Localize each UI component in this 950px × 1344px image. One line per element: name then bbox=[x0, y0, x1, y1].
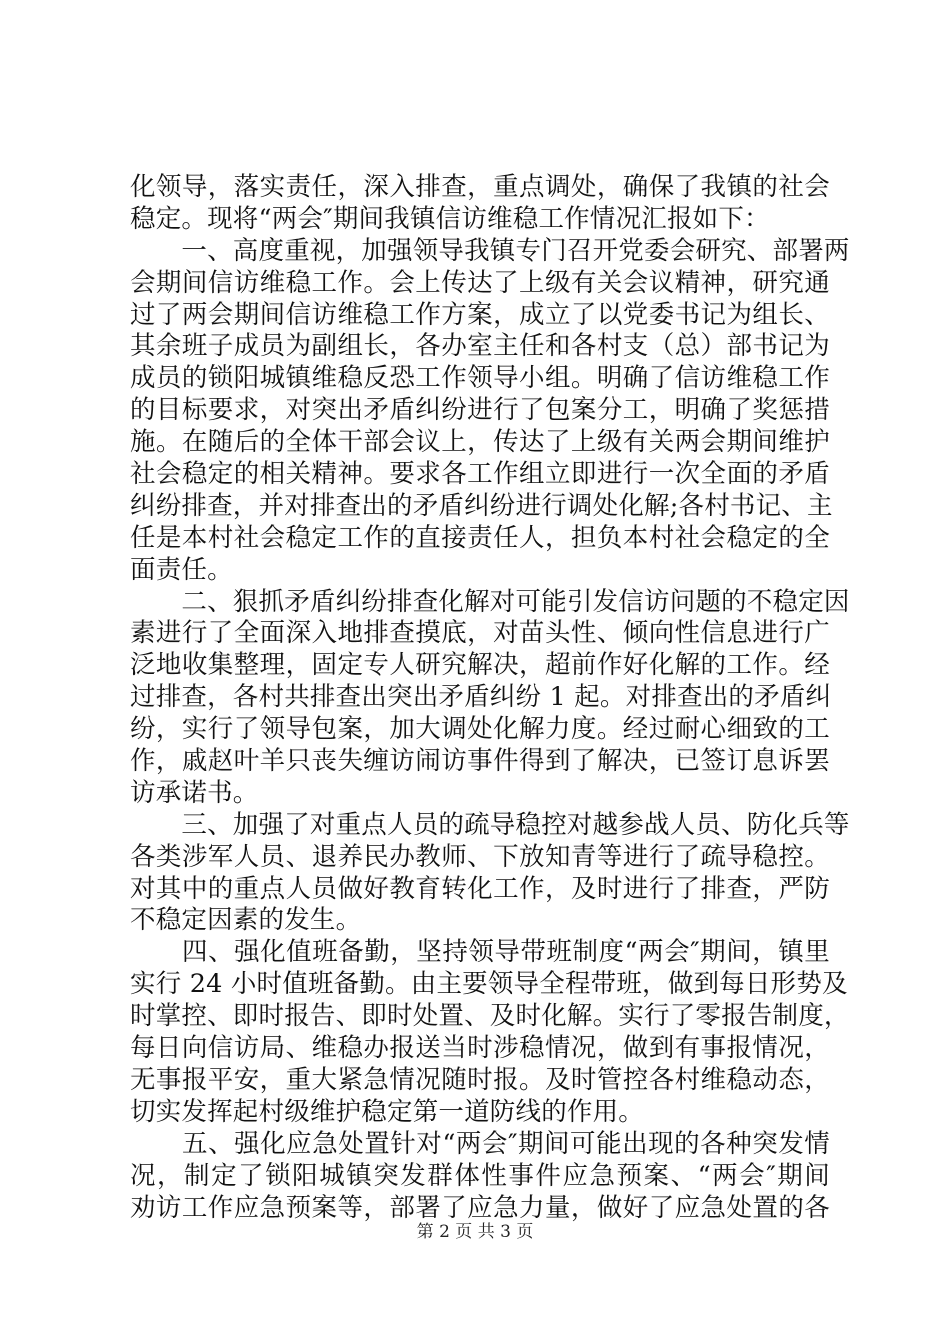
text-line: 实行 24 小时值班备勤。由主要领导全程带班，做到每日形势及 bbox=[130, 969, 848, 1000]
document-body bbox=[130, 172, 850, 1224]
text-line: 泛地收集整理，固定专人研究解决，超前作好化解的工作。经 bbox=[130, 650, 830, 681]
text-line: 纷，实行了领导包案，加大调处化解力度。经过耐心细致的工 bbox=[130, 714, 830, 745]
text-line: 过了两会期间信访维稳工作方案，成立了以党委书记为组长、 bbox=[130, 299, 830, 330]
text-line: 切实发挥起村级维护稳定第一道防线的作用。 bbox=[130, 1096, 645, 1127]
text-line: 成员的锁阳城镇维稳反恐工作领导小组。明确了信访维稳工作 bbox=[130, 363, 830, 394]
text-line: 访承诺书。 bbox=[130, 777, 259, 808]
page-footer: 第 2 页 共 3 页 bbox=[416, 1222, 534, 1242]
text-line: 况，制定了锁阳城镇突发群体性事件应急预案、“两会″期间 bbox=[130, 1160, 830, 1191]
text-line: 每日向信访局、维稳办报送当时涉稳情况，做到有事报情况， bbox=[130, 1033, 830, 1064]
text-line: 纠纷排查，并对排查出的矛盾纠纷进行调处化解;各村书记、主 bbox=[130, 490, 833, 521]
text-line: 无事报平安，重大紧急情况随时报。及时管控各村维稳动态， bbox=[130, 1064, 830, 1095]
text-line: 会期间信访维稳工作。会上传达了上级有关会议精神，研究通 bbox=[130, 267, 830, 298]
text-line: 一、高度重视，加强领导我镇专门召开党委会研究、部署两 bbox=[130, 235, 850, 266]
text-line: 稳定。现将“两会″期间我镇信访维稳工作情况汇报如下： bbox=[130, 203, 770, 234]
text-line: 其余班子成员为副组长，各办室主任和各村支（总）部书记为 bbox=[130, 331, 830, 362]
text-line: 三、加强了对重点人员的疏导稳控对越参战人员、防化兵等 bbox=[130, 809, 850, 840]
text-line: 时掌控、即时报告、即时处置、及时化解。实行了零报告制度， bbox=[130, 1001, 850, 1032]
text-line: 各类涉军人员、退养民办教师、下放知青等进行了疏导稳控。 bbox=[130, 841, 830, 872]
text-line: 施。在随后的全体干部会议上，传达了上级有关两会期间维护 bbox=[130, 427, 830, 458]
text-line: 过排查，各村共排查出突出矛盾纠纷 1 起。对排查出的矛盾纠 bbox=[130, 682, 832, 713]
text-line: 不稳定因素的发生。 bbox=[130, 905, 362, 936]
text-line: 作，戚赵叶羊只丧失缠访闹访事件得到了解决，已签订息诉罢 bbox=[130, 746, 830, 777]
text-line: 五、强化应急处置针对“两会″期间可能出现的各种突发情 bbox=[130, 1128, 830, 1159]
text-line: 面责任。 bbox=[130, 554, 233, 585]
text-line: 素进行了全面深入地排查摸底，对苗头性、倾向性信息进行广 bbox=[130, 618, 830, 649]
text-line: 任是本村社会稳定工作的直接责任人，担负本村社会稳定的全 bbox=[130, 522, 830, 553]
text-line: 社会稳定的相关精神。要求各工作组立即进行一次全面的矛盾 bbox=[130, 459, 830, 490]
text-line: 四、强化值班备勤，坚持领导带班制度“两会″期间，镇里 bbox=[130, 937, 830, 968]
text-line: 二、狠抓矛盾纠纷排查化解对可能引发信访问题的不稳定因 bbox=[130, 586, 850, 617]
text-line: 劝访工作应急预案等，部署了应急力量，做好了应急处置的各 bbox=[130, 1192, 830, 1223]
text-line: 对其中的重点人员做好教育转化工作，及时进行了排查，严防 bbox=[130, 873, 830, 904]
text-line: 化领导，落实责任，深入排查，重点调处，确保了我镇的社会 bbox=[130, 172, 830, 202]
text-line: 的目标要求，对突出矛盾纠纷进行了包案分工，明确了奖惩措 bbox=[130, 395, 830, 426]
